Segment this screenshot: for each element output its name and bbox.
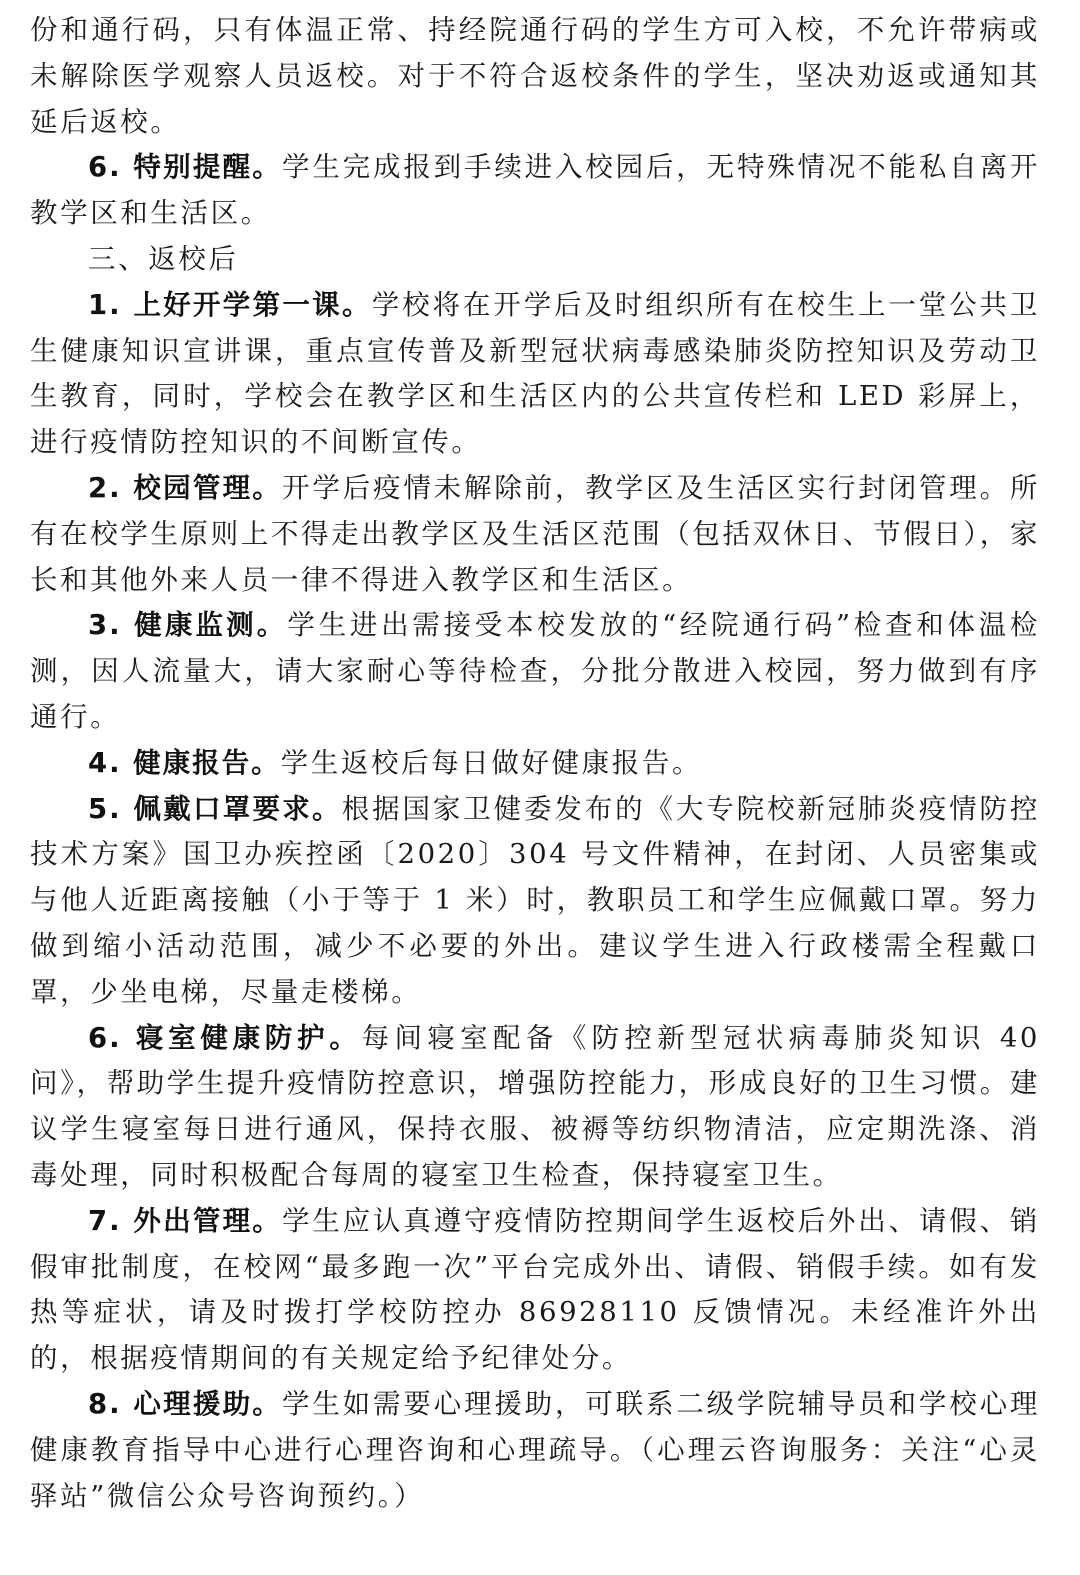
paragraph-body: 学生如需要心理援助，可联系二级学院辅导员和学校心理健康教育指导中心进行心理咨询和心理疏导。（心理云咨询服务：关注“心灵驿站”微信公众号咨询预约。） — [30, 1387, 1041, 1512]
list-item — [30, 741, 1040, 787]
list-item — [30, 1199, 1040, 1382]
paragraph-body: 学校将在开学后及时组织所有在校生上一堂公共卫生健康知识宣讲课，重点宣传普及新型冠状病毒感染肺炎防控知识及劳动卫生教育，同时，学校会在教学区和生活区内的公共宣传栏和 LED 彩屏上，进行疫情防控知识的不间断宣传。 — [30, 288, 1040, 459]
list-item — [30, 603, 1040, 740]
paragraph-lead: 5. 佩戴口罩要求。 — [88, 792, 342, 825]
paragraph-lead: 7. 外出管理。 — [88, 1204, 283, 1237]
paragraph-lead: 6. 寝室健康防护。 — [88, 1021, 362, 1054]
paragraph-lead: 1. 上好开学第一课。 — [88, 288, 372, 321]
list-item — [30, 787, 1040, 1016]
section-heading: 三、返校后 — [88, 242, 239, 275]
paragraph-body: 根据国家卫健委发布的《大专院校新冠肺炎疫情防控技术方案》国卫办疾控函〔2020〕304 号文件精神，在封闭、人员密集或与他人近距离接触（小于等于 1 米）时，教职员工和学生应佩戴口罩。努力做到缩小活动范围，减少不必要的外出。建议学生进入行政楼需全程戴口罩，少坐电梯，尽量走楼梯。 — [30, 792, 1040, 1008]
paragraph-body: 开学后疫情未解除前，教学区及生活区实行封闭管理。所有在校学生原则上不得走出教学区及生活区范围（包括双休日、节假日），家长和其他外来人员一律不得进入教学区和生活区。 — [30, 471, 1041, 596]
paragraph-body: 每间寝室配备《防控新型冠状病毒肺炎知识 40 问》，帮助学生提升疫情防控意识，增强防控能力，形成良好的卫生习惯。建议学生寝室每日进行通风，保持衣服、被褥等纺织物清洁，应定期洗涤、消毒处理，同时积极配合每周的寝室卫生检查，保持寝室卫生。 — [30, 1021, 1041, 1191]
list-item — [30, 1382, 1040, 1519]
list-item — [30, 466, 1040, 603]
intro-paragraph: 份和通行码，只有体温正常、持经院通行码的学生方可入校，不允许带病或未解除医学观察人员返校。对于不符合返校条件的学生，坚决劝返或通知其延后返校。 — [30, 14, 1040, 138]
special-reminder-paragraph — [30, 145, 1040, 237]
paragraph-body: 学生完成报到手续进入校园后，无特殊情况不能私自离开教学区和生活区。 — [30, 151, 1041, 230]
paragraph-body: 学生应认真遵守疫情防控期间学生返校后外出、请假、销假审批制度，在校网“最多跑一次”平台完成外出、请假、销假手续。如有发热等症状，请及时拨打学校防控办 86928110 反馈情况。未经准许外出的，根据疫情期间的有关规定给予纪律处分。 — [30, 1204, 1041, 1375]
paragraph-lead: 6. 特别提醒。 — [88, 151, 283, 184]
paragraph-lead: 4. 健康报告。 — [88, 746, 281, 779]
paragraph-lead: 2. 校园管理。 — [88, 471, 283, 504]
list-item — [30, 1016, 1040, 1199]
paragraph-body: 学生进出需接受本校发放的“经院通行码”检查和体温检测，因人流量大，请大家耐心等待检查，分批分散进入校园，努力做到有序通行。 — [30, 609, 1040, 733]
paragraph-body: 学生返校后每日做好健康报告。 — [280, 746, 703, 779]
paragraph-lead: 3. 健康监测。 — [88, 609, 288, 642]
list-item — [30, 283, 1040, 466]
paragraph-lead: 8. 心理援助。 — [88, 1387, 283, 1420]
